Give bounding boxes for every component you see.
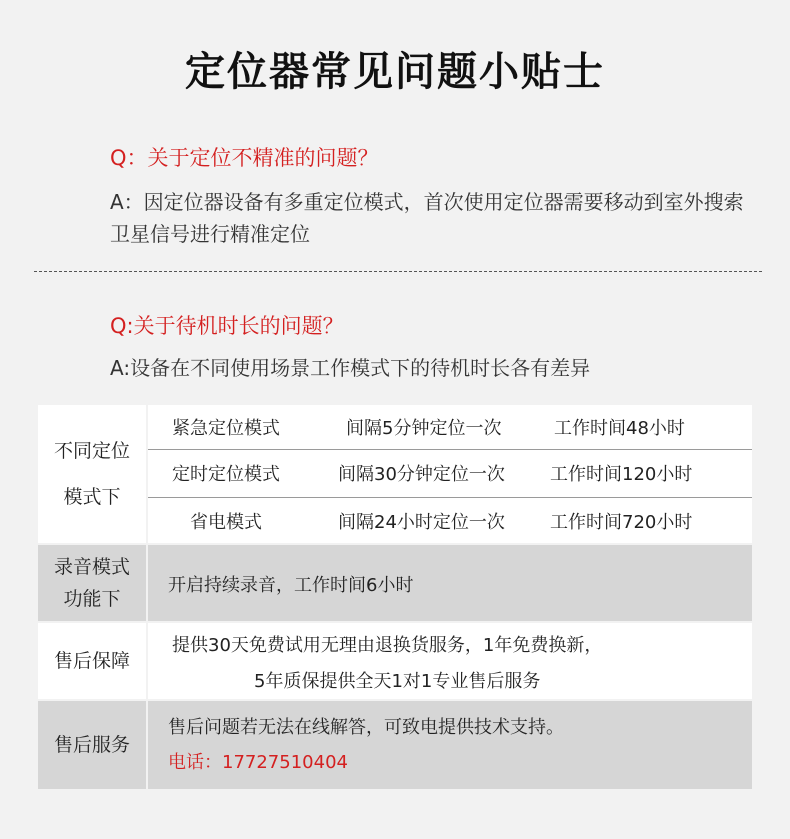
faq-question-accuracy: Q：关于定位不精准的问题？ (110, 146, 379, 170)
warranty-body (148, 623, 752, 699)
warranty-line1: 提供30天免费试用无理由退换货服务，1年免费换新， (172, 635, 603, 656)
positioning-modes-header (38, 405, 146, 543)
recording-header-line1: 录音模式 (53, 556, 130, 578)
mode-name: 定时定位模式 (172, 464, 280, 485)
mode-worktime: 工作时间720小时 (550, 512, 693, 533)
mode-row-power-saving (148, 499, 752, 543)
faq-answer-accuracy: A：因定位器设备有多重定位模式，首次使用定位器需要移动到室外搜索卫星信号进行精准定位 (110, 190, 744, 246)
mode-row-scheduled (148, 451, 752, 495)
mode-name: 紧急定位模式 (172, 418, 280, 439)
mode-worktime: 工作时间48小时 (554, 418, 685, 439)
faq-answer-standby: A:设备在不同使用场景工作模式下的待机时长各有差异 (110, 356, 591, 380)
warranty-header: 售后保障 (53, 650, 130, 672)
service-body (148, 701, 752, 789)
faq-question-standby: Q:关于待机时长的问题？ (110, 314, 344, 338)
mode-interval: 间隔30分钟定位一次 (338, 464, 505, 485)
recording-header-line2: 功能下 (63, 588, 121, 610)
service-row (38, 701, 752, 789)
recording-mode-body (148, 545, 752, 621)
dashed-divider (34, 271, 762, 272)
mode-worktime: 工作时间120小时 (550, 464, 693, 485)
mode-row-emergency (148, 405, 752, 449)
positioning-modes-row (38, 405, 752, 543)
row-separator (148, 497, 752, 498)
recording-mode-row (38, 545, 752, 621)
mode-interval: 间隔24小时定位一次 (338, 512, 505, 533)
warranty-row (38, 623, 752, 699)
recording-mode-header (38, 545, 146, 621)
positioning-header-line1: 不同定位 (53, 440, 130, 462)
service-phone[interactable]: 电话：17727510404 (168, 752, 348, 773)
row-separator (148, 449, 752, 450)
mode-name: 省电模式 (190, 512, 262, 533)
page-title: 定位器常见问题小贴士 (185, 49, 605, 95)
service-header: 售后服务 (53, 734, 130, 756)
positioning-header-line2: 模式下 (63, 486, 121, 508)
mode-interval: 间隔5分钟定位一次 (346, 418, 502, 439)
positioning-modes-body (148, 405, 752, 543)
recording-text: 开启持续录音，工作时间6小时 (168, 575, 414, 596)
warranty-line2: 5年质保提供全天1对1专业售后服务 (254, 671, 541, 692)
service-line1: 售后问题若无法在线解答，可致电提供技术支持。 (168, 717, 564, 738)
